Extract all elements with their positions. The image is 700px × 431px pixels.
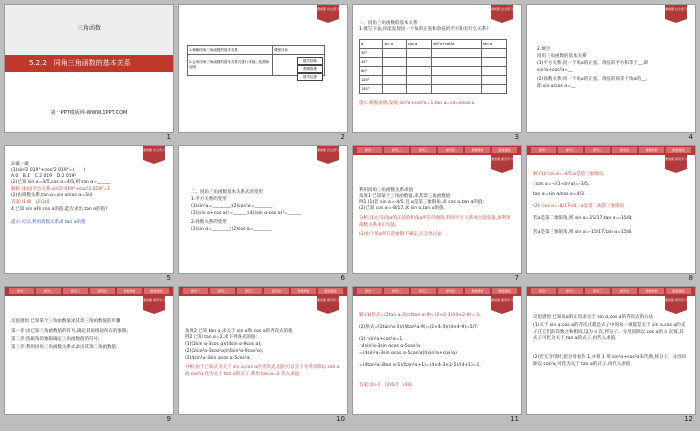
nav-tab: 探究三: [63, 288, 88, 294]
slide-number: 6: [340, 274, 345, 282]
slide-thumbnail-8[interactable]: [526, 145, 696, 286]
slide-1-url: 第一PPT模板网-WWW.1PPT.COM: [50, 110, 128, 116]
slide-thumbnail-5[interactable]: [4, 145, 174, 286]
slide-12-heading: 反思感悟 已知角α的正切求关于 sin α,cos α的齐次式的方法: [533, 315, 654, 320]
slide-3-text: 1.填写下表,你能发现同一个角的正弦和余弦的平方和有什么关系?: [359, 27, 489, 32]
slide-11-line: (2)原式=(2tan²α-3)/(4tan²α-9)=(2×4-3)/(4×4-9)=5/7.: [359, 325, 479, 330]
slide-10-line: (1)(2sin α-3cos α)/(4sin α-9cos α);: [185, 342, 262, 347]
slide-6-canvas: [178, 145, 348, 274]
slide-11-line: (3)∵sin²α+cos²α=1,: [359, 337, 404, 342]
table-header-cell: cos α: [406, 40, 431, 49]
slide-4-line: sin²α+cos²α=__: [537, 68, 573, 73]
table-header-cell: sin α: [383, 40, 406, 49]
slide-9-line: 第一步:由已知三角函数值的符号,确定其角终边所在的象限;: [11, 329, 128, 334]
nav-tab: 探究四: [612, 288, 637, 294]
objectives-head: 课程目标: [273, 46, 325, 55]
slide-10-line: (3)4sin²α-3sin αcos α-5cos²α.: [185, 356, 252, 361]
nav-tab: 思维辨析: [465, 147, 490, 153]
nav-tab: 随堂演练: [318, 288, 343, 294]
slide-5-canvas: [4, 145, 174, 274]
slide-8-line: ∴cos α=-√(1-sin²α)=-3/5,: [533, 182, 590, 187]
nav-tab: 探究三: [585, 147, 610, 153]
nav-tab: 探究一: [357, 147, 382, 153]
nav-tab: 随堂演练: [144, 288, 169, 294]
slide-12-canvas: [526, 286, 696, 415]
slide-number: 2: [340, 133, 345, 141]
slide-5-answer: 答案:(1)B (2)3/4: [11, 200, 50, 205]
slide-thumbnail-7[interactable]: [352, 145, 522, 286]
slide-number: 11: [510, 415, 519, 423]
slide-4-line: (2)商数关系:同一个角α的正弦、余弦的商等于角α的__,: [537, 77, 647, 82]
slide-nav-bar: [353, 146, 521, 155]
nav-tab: 探究四: [264, 288, 289, 294]
slide-5-line: (2)由商数关系,tan α=sin α/cos α=3/4: [11, 193, 93, 198]
slide-9-canvas: [4, 286, 174, 415]
slide-thumbnail-grid: [4, 4, 696, 427]
slide-number: 9: [166, 415, 171, 423]
slide-9-line: 第二步:依据角的象限确定三角函数值的符号;: [11, 337, 100, 342]
nav-tab: 探究一: [531, 288, 556, 294]
nav-tab: 思维辨析: [639, 288, 664, 294]
slide-12-line: (1)关于 sin α,cos α的齐次式就是式子中的每一项都是关于 sin α,cos α的式子且它们的次数之和相同,设为 n 次,将分子、分母同除以 cos α的 n 次幂,其式子可化为关于 tan α的式子,再代入求值.: [533, 323, 686, 341]
section-badge: 课前篇 自主预习: [143, 146, 165, 160]
nav-tab: 探究一: [531, 147, 556, 153]
nav-tab: 探究四: [612, 147, 637, 153]
slide-6-line: 1.平方关系的变形: [191, 197, 227, 202]
table-row-head: 30°: [360, 49, 383, 58]
slide-thumbnail-1[interactable]: [4, 4, 174, 145]
slide-9-heading: 反思感悟 已知某个三角函数值求其余三角函数值的步骤: [11, 319, 121, 324]
slide-8-canvas: [526, 145, 696, 274]
slide-7-analysis: (2)由于角α所在的象限不确定,应分类讨论: [359, 232, 442, 237]
slide-number: 1: [166, 133, 171, 141]
table-row-head: 150°: [360, 85, 383, 94]
table-row-head: 120°: [360, 76, 383, 85]
slide-number: 8: [688, 274, 693, 282]
nav-tab: 随堂演练: [492, 147, 517, 153]
nav-tab: 探究一: [9, 288, 34, 294]
slide-11-line: =(4tan²α-3tan α-5)/(tan²α+1)=(4×4-3×2-5)/(4+1)=1.: [359, 363, 481, 368]
nav-tab: 探究二: [558, 288, 583, 294]
table-row-head: 45°: [360, 58, 383, 67]
slide-number: 10: [336, 415, 345, 423]
slide-5-line: (2)已知 sin α=3/5,cos α=4/5,则 tan α=______: [11, 180, 111, 185]
competency-box: 数学运算: [297, 73, 323, 81]
slide-thumbnail-11[interactable]: [352, 286, 522, 427]
slide-6-line: (3)(sin α+cos α)²=______;(4)(sin α-cos α)²=______: [191, 211, 302, 216]
slide-8-line: (2)∵cos α=-8/17<0,∴α是第二或第三象限角.: [533, 204, 626, 209]
slide-5-line: A.0 B.1 C.2 019 D.2 019²: [11, 174, 77, 179]
slide-thumbnail-3[interactable]: [352, 4, 522, 145]
slide-4-line: (1)平方关系:同一个角α的正弦、余弦的平方和等于__,即: [537, 61, 649, 66]
slide-thumbnail-10[interactable]: [178, 286, 348, 427]
slide-3-hint: 提示:根据表格,发现 sin²α+cos²α=1,tan α=sin α/cos α: [359, 101, 475, 106]
slide-nav-bar: [527, 146, 695, 155]
slide-11-line: 解:(1)原式=(2tan α-3)/(4tan α-9)=(2×2-3)/(4×2-9)=-1.: [359, 313, 481, 318]
nav-tab: 随堂演练: [666, 147, 691, 153]
slide-9-line: 第三步:利用同角三角函数关系式求出其余三角函数值.: [11, 345, 118, 350]
slide-7-analysis: 分析:(1)已知角α的正弦值和角α所在的象限,利用平方关系求出余弦值,再利用商数关系求正切值;: [359, 216, 511, 228]
slide-11-line: ∴4sin²α-3sin αcos α-5cos²α: [359, 344, 421, 349]
section-badge: 课前篇 自主预习: [665, 5, 687, 19]
slide-7-canvas: [352, 145, 522, 274]
slide-number: 5: [166, 274, 171, 282]
slide-2-canvas: [178, 4, 348, 133]
slide-4-canvas: [526, 4, 696, 133]
nav-tab: 思维辨析: [639, 147, 664, 153]
slide-11-line: =(4sin²α-3sin αcos α-5cos²α)/(sin²α+cos²α): [359, 351, 457, 356]
section-badge: 课堂篇 探究学习: [665, 296, 687, 310]
slide-4-line: 即 sin α/cos α=__: [537, 84, 576, 89]
section-badge: 课堂篇 探究学习: [491, 296, 513, 310]
slide-thumbnail-6[interactable]: [178, 145, 348, 286]
slide-7-line: 例1 (1)若 sin α=-4/5,且 α是第三象限角,求 cos α,tan α的值;: [359, 200, 484, 205]
slide-8-line: 若α是第三象限角,则 sin α=-15/17,tan α=15/8.: [533, 230, 633, 235]
nav-tab: 思维辨析: [291, 288, 316, 294]
nav-tab: 探究二: [384, 147, 409, 153]
nav-tab: 探究三: [585, 288, 610, 294]
slide-5-line: 3.做一做: [11, 162, 29, 167]
slide-5-line: 4.已知 sin α和 cos α的值,能否求出 tan α的值?: [11, 207, 108, 212]
nav-tab: 探究四: [438, 288, 463, 294]
nav-tab: 思维辨析: [117, 288, 142, 294]
nav-tab: 探究三: [411, 147, 436, 153]
nav-tab: 探究四: [90, 288, 115, 294]
slide-3-heading: 一、同角三角函数的基本关系: [359, 21, 418, 26]
slide-4-line: 同角三角函数的基本关系: [537, 54, 587, 59]
slide-10-line: 角度2 已知 tan α,求关于 sin α和 cos α的齐次式的值: [185, 329, 293, 334]
nav-tab: 随堂演练: [666, 288, 691, 294]
slide-3-canvas: [352, 4, 522, 133]
slide-6-line: (1)sin α=________;(2)cos α=________: [191, 227, 272, 232]
slide-11-answer: 答案:(1)-1 (2)5/7 (3)1: [359, 383, 413, 388]
slide-nav-bar: [527, 287, 695, 296]
slide-number: 7: [514, 274, 519, 282]
competency-box: 数学抽象: [297, 57, 323, 65]
slide-4-line: 2.填空: [537, 47, 551, 52]
nav-tab: 探究一: [183, 288, 208, 294]
slide-6-line: (1)sin²α=________;(2)cos²α=________: [191, 204, 273, 209]
slide-8-line: tan α=sin α/cos α=4/3.: [533, 192, 586, 197]
nav-tab: 探究四: [438, 147, 463, 153]
slide-number: 3: [514, 133, 519, 141]
nav-tab: 探究二: [558, 147, 583, 153]
table-header-cell: tan α: [482, 40, 507, 49]
slide-thumbnail-9[interactable]: [4, 286, 174, 427]
slide-1-title: 5.2.2 同角三角函数的基本关系: [5, 55, 173, 72]
nav-tab: 探究二: [36, 288, 61, 294]
slide-5-hint: 提示:可以,利用商数关系求 tan α的值: [11, 220, 86, 225]
slide-5-solution: 解析:(1)由平方关系,sin²2 019°+cos²2 019°=1: [11, 187, 111, 192]
table-header-cell: sin²α+cos²α: [432, 40, 482, 49]
slide-10-analysis: 分析:由于已知式为关于 sin α,cos α的齐次式,因此可以分子分母同除以 cos α或 cos²α,化为关于 tan α的式子,利用 tan α=2 代入求值: [185, 365, 340, 377]
slide-thumbnail-12[interactable]: [526, 286, 696, 427]
section-badge: 课堂篇 探究学习: [491, 155, 513, 169]
nav-tab: 探究二: [210, 288, 235, 294]
slide-7-line: 角度1 已知某个三角函数值,求其余三角函数值: [359, 194, 451, 199]
nav-tab: 探究一: [357, 288, 382, 294]
nav-tab: 随堂演练: [492, 288, 517, 294]
nav-tab: 思维辨析: [465, 288, 490, 294]
slide-thumbnail-4[interactable]: [526, 4, 696, 145]
section-badge: 课堂篇 探究学习: [665, 155, 687, 169]
table-header-cell: α: [360, 40, 383, 49]
slide-6-line: 2.商数关系的变形: [191, 220, 227, 225]
slide-10-line: (2)(2sin²α-3cos²α)/(4sin²α-9cos²α);: [185, 349, 264, 354]
slide-7-line: (2)已知 cos α=-8/17,求 sin α,tan α的值.: [359, 206, 446, 211]
slide-1-title-area: [5, 5, 173, 62]
slide-5-line: (1)sin²2 019°+cos²2 019°=( ): [11, 168, 86, 173]
section-badge: 课前篇 自主预习: [491, 5, 513, 19]
slide-1-header: 三角函数: [76, 25, 101, 32]
nav-tab: 探究二: [384, 288, 409, 294]
section-badge: 课堂篇 探究学习: [143, 296, 165, 310]
slide-8-line: 解:(1)∵sin α=-4/5,α是第三象限角,: [533, 172, 605, 177]
table-row-head: 60°: [360, 67, 383, 76]
objective-row: 1.理解同角三角函数的基本关系: [188, 46, 273, 55]
slide-8-line: 若α是第二象限角,则 sin α=15/17,tan α=-15/8;: [533, 216, 633, 221]
slide-10-canvas: [178, 286, 348, 415]
section-badge: 课堂篇 探究学习: [317, 296, 339, 310]
slide-6-line: 二、同角三角函数基本关系式的变形: [191, 190, 263, 195]
nav-tab: 探究三: [237, 288, 262, 294]
slide-11-canvas: [352, 286, 522, 415]
slide-number: 4: [688, 133, 693, 141]
value-table: [359, 39, 507, 94]
slide-thumbnail-2[interactable]: [178, 4, 348, 145]
slide-nav-bar: [179, 287, 347, 296]
slide-1-canvas: [4, 4, 174, 133]
objective-row: 2.会用同角三角函数的基本关系式进行求值、化简和证明: [188, 55, 273, 76]
slide-nav-bar: [353, 287, 521, 296]
slide-7-line: 利用同角三角函数关系求值: [359, 188, 413, 193]
slide-number: 12: [684, 415, 693, 423]
slide-nav-bar: [5, 287, 173, 296]
slide-10-line: 例2 已知 tan α=2,求下列各式的值:: [185, 335, 258, 340]
section-badge: 课前篇 自主预习: [317, 5, 339, 19]
competency-box: 逻辑推理: [297, 65, 323, 73]
section-badge: 课前篇 自主预习: [317, 146, 339, 160]
slide-12-line: (2)若无分母时,把分母看作 1,并将 1 用 sin²α+cos²α来代换,将分子、分母同除以 cos²α,可化为关于 tan α的式子,再代入求值.: [533, 355, 686, 367]
nav-tab: 探究三: [411, 288, 436, 294]
